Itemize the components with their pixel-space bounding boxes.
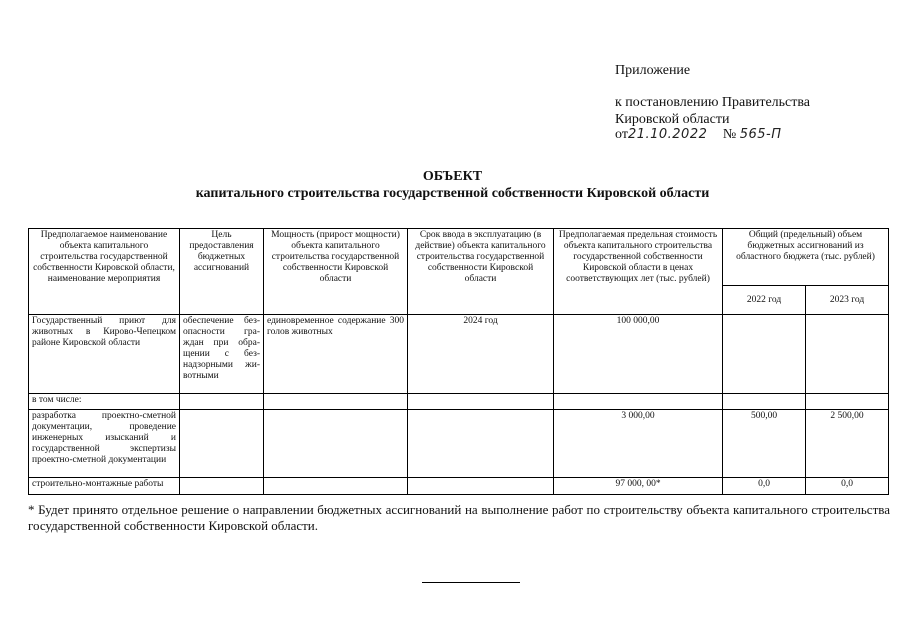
row3-2022: 0,0 — [723, 478, 806, 495]
object-table — [28, 228, 889, 495]
row2-name: разработка проектно-сметной документации, проведение инженерных изысканий и государственной экспертизы проектно-сметной документации — [29, 410, 180, 478]
appendix-label: Приложение — [615, 63, 691, 78]
header-year-2022: 2022 год — [723, 286, 806, 315]
decree-date-line — [615, 126, 782, 143]
table-row — [29, 478, 889, 495]
handwritten-date: 21.10.2022 — [627, 127, 708, 142]
row1-goal: обеспечение без-опасности гра-ждан при обра-щении с без-надзорными жи-вотными — [180, 315, 264, 394]
row1-2023 — [806, 315, 889, 394]
row2-2022: 500,00 — [723, 410, 806, 478]
decree-line-1: к постановлению Правительства — [615, 95, 811, 110]
row3-2023: 0,0 — [806, 478, 889, 495]
row-including-label: в том числе: — [29, 394, 180, 410]
page-subtitle: капитального строительства государственной собственности Кировской области — [195, 186, 710, 201]
table-row — [29, 315, 889, 394]
table-row — [29, 410, 889, 478]
header-row — [29, 229, 889, 286]
footnote: * Будет принято отдельное решение о направлении бюджетных ассигнований на выполнение работ по строительству объекта капитального строительства государственной собственности Кировской области. — [28, 502, 890, 533]
table-row — [29, 394, 889, 410]
header-capacity: Мощность (прирост мощности) объекта капитального строительства государственной собственности Кировской области — [264, 229, 408, 315]
row1-name: Государственный приют для животных в Кирово-Чепецком районе Кировской области — [29, 315, 180, 394]
header-goal: Цель предоставления бюджетных ассигнований — [180, 229, 264, 315]
row2-cost: 3 000,00 — [554, 410, 723, 478]
row1-cost: 100 000,00 — [554, 315, 723, 394]
date-prefix: от — [615, 127, 628, 142]
decree-line-2: Кировской области — [615, 112, 730, 127]
handwritten-number: 565-П — [739, 127, 782, 142]
row1-term: 2024 год — [408, 315, 554, 394]
row1-2022 — [723, 315, 806, 394]
row3-name: строительно-монтажные работы — [29, 478, 180, 495]
header-name: Предполагаемое наименование объекта капитального строительства государственной собственности Кировской области, наименование мероприятия — [29, 229, 180, 315]
header-term: Срок ввода в эксплуатацию (в действие) объекта капитального строительства государственной собственности Кировской области — [408, 229, 554, 315]
header-cost: Предполагаемая предельная стоимость объекта капитального строительства государственной собственности Кировской области в ценах соответствующих лет (тыс. рублей) — [554, 229, 723, 315]
bottom-rule — [422, 582, 520, 583]
row1-capacity: единовременное содержание 300 голов животных — [264, 315, 408, 394]
header-total: Общий (предельный) объем бюджетных ассигнований из областного бюджета (тыс. рублей) — [723, 229, 889, 286]
row3-cost: 97 000, 00* — [554, 478, 723, 495]
row2-2023: 2 500,00 — [806, 410, 889, 478]
page-title: ОБЪЕКТ — [422, 169, 483, 184]
number-prefix: № — [722, 127, 737, 142]
header-year-2023: 2023 год — [806, 286, 889, 315]
